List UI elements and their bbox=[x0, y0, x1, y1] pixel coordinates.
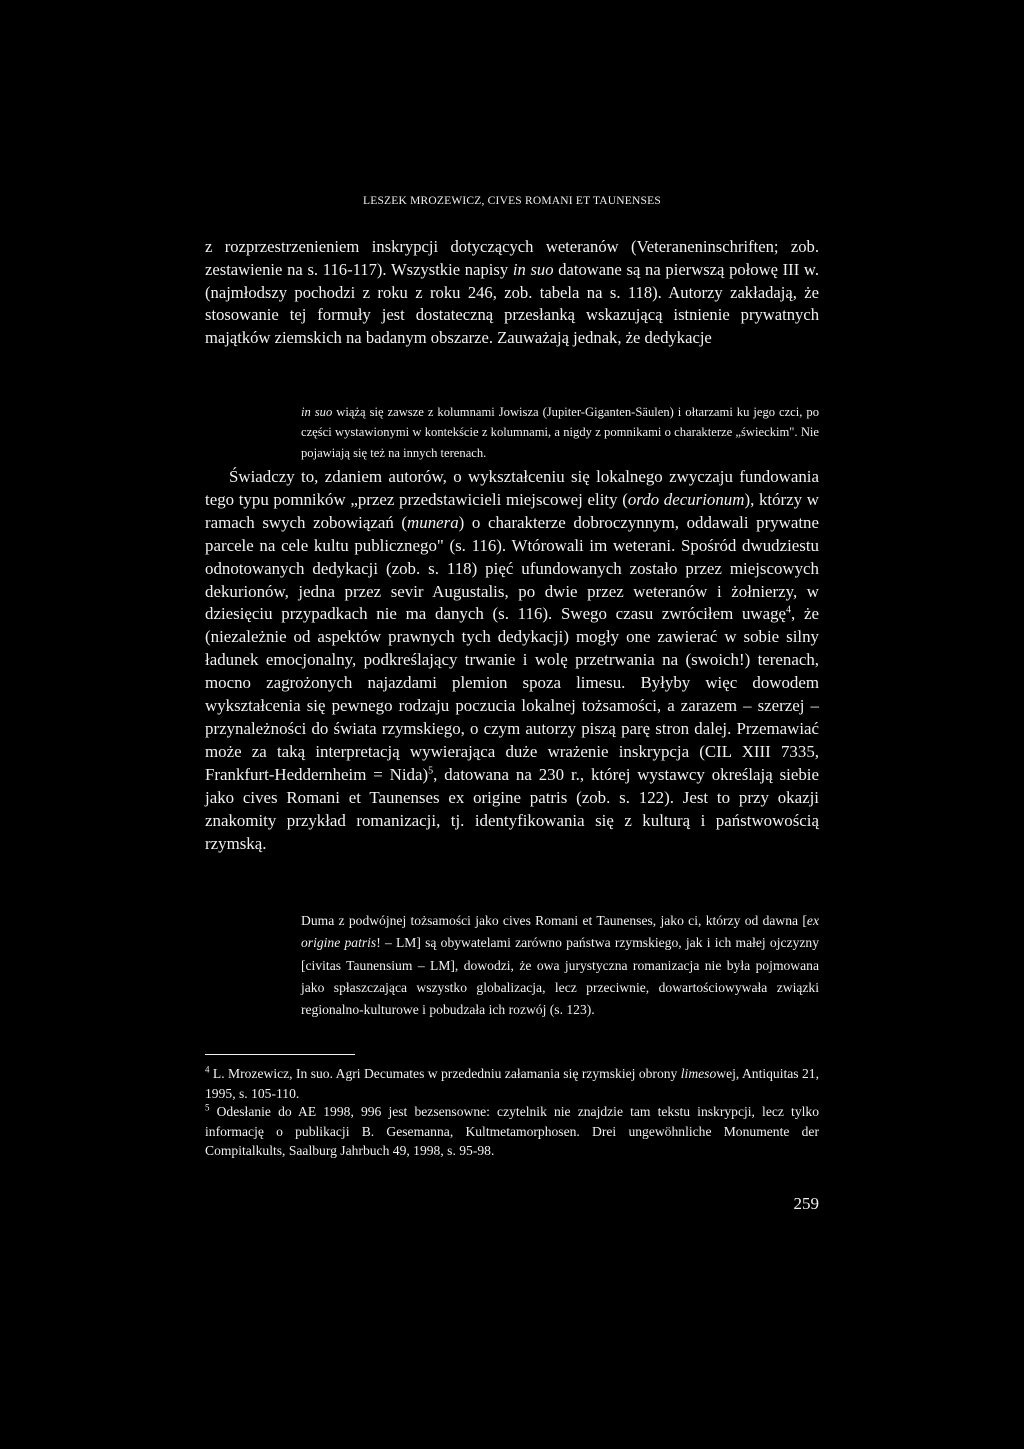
page-number: 259 bbox=[793, 1194, 819, 1213]
italic-term: munera bbox=[407, 512, 459, 532]
footnote-rule bbox=[205, 1054, 355, 1055]
footnote-4: $^4$ L. Mrozewicz, In suo. Agri Decumates w przededniu załamania się rzymskiej obrony limesowej, Antiquitas 21, 1995, s. 105-110. bbox=[205, 1064, 819, 1101]
paragraph-2: Świadczy to, zdaniem autorów, o wykształceniu się lokalnego zwyczaju fundowania tego typu pomników „przez przedstawicieli miejscowej elity (ordo decurionum), którzy w ramach swych zobowiązań (munera) o charakterze dobroczynnym, oddawali prywatne parcele na cele kultu publicznego" (s. 116). Wtórowali im weterani. Spośród dwudziestu odnotowanych dedykacji (zob. s. 118) pięć ufundowanych zostało przez miejscowych dekurionów, jedna przez sevir Augustalis, po dwie przez weteranów i żołnierzy, w dziesięciu przypadkach nie ma danych (s. 116). Swego czasu zwróciłem uwagę$^4$, że (niezależnie od aspektów prawnych tych dedykacji) mogły one zawierać w sobie silny ładunek emocjonalny, podkreślający trwanie i wolę przetrwania na (swoich!) terenach, mocno zagrożonych najazdami plemion spoza limesu. Byłyby więc dowodem wykształcenia się pewnego rodzaju poczucia lokalnej tożsamości, a zarazem – szerzej – przynależności do świata rzymskiego, o czym autorzy piszą parę stron dalej. Przemawiać może za taką interpretacją wywierająca duże wrażenie inskrypcja (CIL XIII 7335, Frankfurt-Heddernheim = Nida)$^5$, datowana na 230 r., której wystawcy określają siebie jako cives Romani et Taunenses ex origine patris (zob. s. 122). Jest to przy okazji znakomity przykład romanizacji, tj. identyfikowania się z kulturą i państwowością rzymską. bbox=[205, 467, 819, 853]
paragraph-1: z rozprzestrzenieniem inskrypcji dotyczących weteranów (Veteraneninschriften; zob. zestawienie na s. 116-117). Wszystkie napisy in suo datowane są na pierwszą połowę III w. (najmłodszy pochodzi z roku z roku 246, zob. tabela na s. 118). Autorzy zakładają, że stosowanie tej formuły jest dostateczną przesłanką wskazującą istnienie prywatnych majątków ziemskich na badanym obszarze. Zauważają jednak, że dedykacje bbox=[205, 237, 819, 348]
italic-term: ordo decurionum bbox=[627, 489, 745, 509]
block-quote-2: Duma z podwójnej tożsamości jako cives Romani et Taunenses, jako ci, którzy od dawna [ex origine patris! – LM] są obywatelami zarówno państwa rzymskiego, jak i ich małej ojczyzny [civitas Taunensium – LM], dowodzi, że owa jurystyczna romanizacja nie była pojmowana jako spłaszczająca wszystko globalizacja, lecz przeciwnie, dowartościowywała związki regionalno-kulturowe i pobudzała ich rozwój (s. 123). bbox=[301, 913, 819, 1018]
italic-term: limeso bbox=[680, 1066, 717, 1081]
italic-term: ex origine patris bbox=[301, 913, 819, 951]
footnote-number: 5 bbox=[205, 1102, 210, 1113]
block-quote-1: in suo wiążą się zawsze z kolumnami Jowisza (Jupiter-Giganten-Säulen) i ołtarzami ku jego czci, po części wystawionymi w kontekście z kolumnami, a nigdy z pomnikami o charakterze „świeckim". Nie pojawiają się też na innych terenach. bbox=[301, 405, 819, 460]
footnote-5: $^5$ Odesłanie do AE 1998, 996 jest bezsensowne: czytelnik nie znajdzie tam tekstu inskrypcji, lecz tylko informację o publikacji B. Gesemanna, Kultmetamorphosen. Drei ungewöhnliche Monumente der Compitalkults, Saalburg Jahrbuch 49, 1998, s. 95-98. bbox=[205, 1102, 819, 1158]
running-header: LESZEK MROZEWICZ, CIVES ROMANI ET TAUNENSES bbox=[363, 195, 661, 207]
footnote-number: 4 bbox=[205, 1064, 210, 1075]
italic-term: in suo bbox=[512, 259, 554, 279]
footnote-ref-5[interactable]: 5 bbox=[428, 765, 434, 777]
italic-term: in suo bbox=[301, 405, 333, 419]
page bbox=[205, 0, 819, 1449]
footnote-ref-4[interactable]: 4 bbox=[786, 604, 792, 616]
